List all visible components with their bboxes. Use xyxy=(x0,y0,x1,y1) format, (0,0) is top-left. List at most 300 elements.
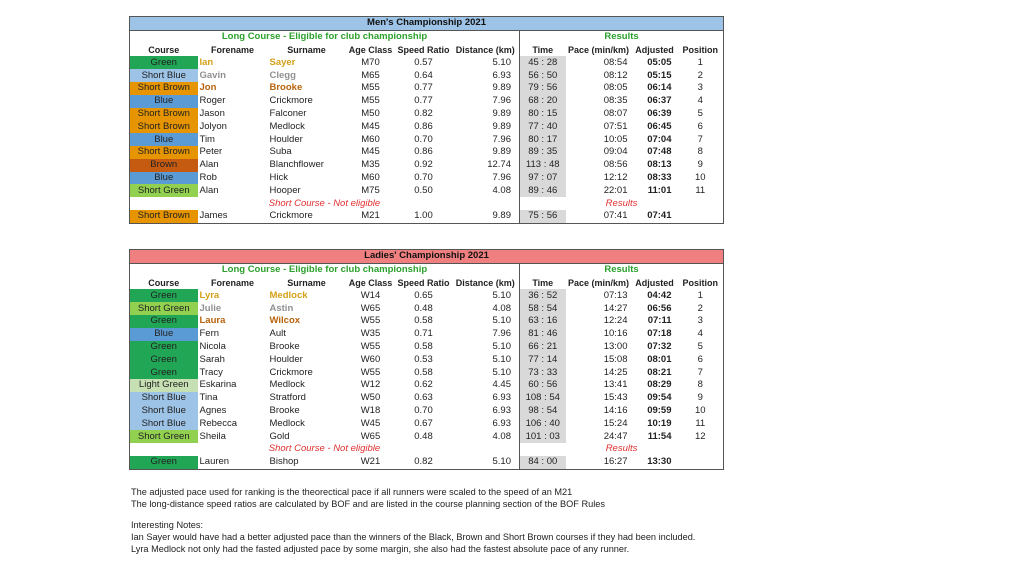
adjusted-cell: 07:18 xyxy=(647,328,672,340)
speed-ratio-cell: 0.63 xyxy=(414,392,433,404)
adjusted-cell: 07:04 xyxy=(647,133,672,145)
time-cell: 73 : 33 xyxy=(520,366,566,379)
distance-cell: 5.10 xyxy=(492,56,511,68)
ladies-header-adjusted: Adjusted xyxy=(635,277,674,288)
forename-cell: Fern xyxy=(199,328,220,340)
mens-header-pace: Pace (min/km) xyxy=(567,44,630,55)
ladies-short-results-label: Results xyxy=(520,443,724,456)
note-ian-sayer: Ian Sayer would have had a better adjusted pace than the winners of the Black, Brown and Short Brown courses if they had been included. xyxy=(131,532,696,542)
age-class-cell: W65 xyxy=(360,302,381,314)
table-row xyxy=(130,146,724,159)
course-cell: Short Brown xyxy=(130,146,198,159)
surname-cell: Blanchflower xyxy=(269,159,324,171)
time-cell: 56 : 50 xyxy=(520,69,566,82)
table-row xyxy=(130,108,724,121)
speed-ratio-cell: 0.92 xyxy=(414,159,433,171)
forename-cell: Jolyon xyxy=(199,120,227,132)
age-class-cell: M55 xyxy=(361,95,380,107)
mens-header-distance: Distance (km) xyxy=(455,44,515,55)
ladies-header-position: Position xyxy=(682,277,719,288)
position-cell: 10 xyxy=(694,171,706,183)
position-cell: 8 xyxy=(697,379,703,391)
speed-ratio-cell: 0.67 xyxy=(414,417,433,429)
age-class-cell: W60 xyxy=(360,353,381,365)
adjusted-cell: 06:56 xyxy=(647,302,672,314)
mens-rows xyxy=(130,56,724,197)
adjusted-cell: 06:14 xyxy=(647,82,672,94)
course-cell: Green xyxy=(130,366,198,379)
mens-header-adjusted: Adjusted xyxy=(635,44,674,55)
speed-ratio-cell: 0.86 xyxy=(414,146,433,158)
age-class-cell: W45 xyxy=(360,417,381,429)
forename-cell: Jon xyxy=(199,82,217,94)
adjusted-cell: 05:05 xyxy=(647,56,672,68)
mens-header-surname: Surname xyxy=(287,44,326,55)
adjusted-cell: 07:11 xyxy=(647,315,672,327)
table-row xyxy=(130,328,724,341)
adjusted-cell: 11:01 xyxy=(647,184,672,196)
mens-header-speed-ratio: Speed Ratio xyxy=(397,44,450,55)
ladies-header-age-class: Age Class xyxy=(348,277,393,288)
speed-ratio-cell: 0.62 xyxy=(414,379,433,391)
adjusted-cell: 10:19 xyxy=(647,417,672,429)
pace-cell: 09:04 xyxy=(603,146,628,158)
speed-ratio-cell: 0.70 xyxy=(414,133,433,145)
position-cell: 1 xyxy=(697,289,703,301)
age-class-cell: M50 xyxy=(361,107,380,119)
distance-cell: 9.89 xyxy=(492,120,511,132)
forename-cell: Nicola xyxy=(199,340,226,352)
table-row xyxy=(130,69,724,82)
age-class-cell: W35 xyxy=(360,328,381,340)
ladies-rows xyxy=(130,289,724,443)
forename-cell: Ian xyxy=(199,56,214,68)
time-cell: 80 : 15 xyxy=(520,108,566,121)
mens-championship-table xyxy=(129,16,724,224)
course-cell: Light Green xyxy=(130,379,198,392)
speed-ratio-cell: 0.53 xyxy=(414,353,433,365)
table-row xyxy=(130,417,724,430)
position-cell xyxy=(678,456,724,469)
pace-cell: 14:16 xyxy=(603,404,628,416)
distance-cell: 9.89 xyxy=(492,210,511,222)
notes-heading: Interesting Notes: xyxy=(131,520,204,530)
surname-cell: Medlock xyxy=(269,289,308,301)
distance-cell: 12.74 xyxy=(487,159,511,171)
time-cell: 84 : 00 xyxy=(520,456,566,469)
mens-header-age-class: Age Class xyxy=(348,44,393,55)
forename-cell: Rob xyxy=(199,171,217,183)
surname-cell: Bishop xyxy=(269,456,299,468)
table-row xyxy=(130,392,724,405)
adjusted-cell: 06:39 xyxy=(647,107,672,119)
position-cell: 12 xyxy=(694,430,706,442)
ladies-results-label: Results xyxy=(520,263,724,276)
position-cell: 9 xyxy=(697,159,703,171)
time-cell: 89 : 35 xyxy=(520,146,566,159)
time-cell: 77 : 14 xyxy=(520,353,566,366)
surname-cell: Crickmore xyxy=(269,210,313,222)
forename-cell: Tim xyxy=(199,133,215,145)
course-cell: Short Green xyxy=(130,430,198,443)
distance-cell: 4.08 xyxy=(492,184,511,196)
forename-cell: Eskarina xyxy=(199,379,237,391)
time-cell: 97 : 07 xyxy=(520,172,566,185)
adjusted-cell: 07:48 xyxy=(647,146,672,158)
forename-cell: Roger xyxy=(199,95,226,107)
position-cell: 3 xyxy=(697,315,703,327)
mens-header-row xyxy=(130,44,724,57)
surname-cell: Astin xyxy=(269,302,294,314)
time-cell: 77 : 40 xyxy=(520,120,566,133)
pace-cell: 13:00 xyxy=(603,340,628,352)
time-cell: 58 : 54 xyxy=(520,302,566,315)
table-row xyxy=(130,289,724,302)
position-cell: 3 xyxy=(697,82,703,94)
ladies-header-row xyxy=(130,277,724,290)
position-cell: 1 xyxy=(697,56,703,68)
distance-cell: 5.10 xyxy=(492,366,511,378)
surname-cell: Houlder xyxy=(269,353,303,365)
position-cell: 6 xyxy=(697,353,703,365)
forename-cell: Sarah xyxy=(199,353,225,365)
age-class-cell: M60 xyxy=(361,133,380,145)
ladies-long-course-label: Long Course - Eligible for club championship xyxy=(221,264,428,276)
distance-cell: 9.89 xyxy=(492,82,511,94)
course-cell: Blue xyxy=(130,95,198,108)
surname-cell: Sayer xyxy=(269,56,296,68)
adjusted-cell: 04:42 xyxy=(647,289,672,301)
position-cell: 5 xyxy=(697,340,703,352)
speed-ratio-cell: 0.65 xyxy=(414,289,433,301)
forename-cell: James xyxy=(199,210,228,222)
forename-cell: Laura xyxy=(199,315,226,327)
distance-cell: 6.93 xyxy=(492,417,511,429)
pace-cell: 08:07 xyxy=(603,107,628,119)
course-cell: Green xyxy=(130,456,198,469)
table-row xyxy=(130,56,724,69)
time-cell: 89 : 46 xyxy=(520,184,566,197)
distance-cell: 6.93 xyxy=(492,404,511,416)
time-cell: 36 : 52 xyxy=(520,289,566,302)
speed-ratio-cell: 0.64 xyxy=(414,69,433,81)
course-cell: Short Green xyxy=(130,302,198,315)
distance-cell: 4.45 xyxy=(492,379,511,391)
surname-cell: Ault xyxy=(269,328,286,340)
forename-cell: Julie xyxy=(199,302,222,314)
distance-cell: 9.89 xyxy=(492,107,511,119)
speed-ratio-cell: 0.70 xyxy=(414,171,433,183)
pace-cell: 12:12 xyxy=(603,171,628,183)
surname-cell: Houlder xyxy=(269,133,303,145)
position-cell: 2 xyxy=(697,69,703,81)
speed-ratio-cell: 0.77 xyxy=(414,82,433,94)
course-cell: Short Green xyxy=(130,184,198,197)
mens-results-label: Results xyxy=(520,30,724,43)
adjusted-cell: 07:32 xyxy=(647,340,672,352)
age-class-cell: W65 xyxy=(360,430,381,442)
mens-header-time: Time xyxy=(520,44,566,57)
surname-cell: Hooper xyxy=(269,184,301,196)
distance-cell: 5.10 xyxy=(492,289,511,301)
time-cell: 66 : 21 xyxy=(520,341,566,354)
adjusted-cell: 09:59 xyxy=(647,404,672,416)
adjusted-cell: 05:15 xyxy=(647,69,672,81)
age-class-cell: M65 xyxy=(361,69,380,81)
ladies-short-rows xyxy=(130,456,724,469)
mens-short-results-label: Results xyxy=(520,197,724,210)
surname-cell: Crickmore xyxy=(269,366,313,378)
mens-short-course-label: Short Course - Not eligible xyxy=(268,197,381,209)
table-row xyxy=(130,456,724,469)
pace-cell: 15:43 xyxy=(603,392,628,404)
time-cell: 80 : 17 xyxy=(520,133,566,146)
age-class-cell: M55 xyxy=(361,82,380,94)
age-class-cell: W21 xyxy=(360,456,381,468)
position-cell xyxy=(678,210,724,223)
position-cell: 11 xyxy=(695,417,706,429)
mens-title: Men's Championship 2021 xyxy=(130,17,724,31)
speed-ratio-cell: 0.71 xyxy=(414,328,433,340)
surname-cell: Stratford xyxy=(269,392,306,404)
table-row xyxy=(130,379,724,392)
age-class-cell: M60 xyxy=(361,171,380,183)
age-class-cell: M35 xyxy=(361,159,380,171)
speed-ratio-cell: 0.58 xyxy=(414,315,433,327)
position-cell: 4 xyxy=(697,95,703,107)
note-speed-ratios: The long-distance speed ratios are calculated by BOF and are listed in the course planning section of the BOF Rules xyxy=(131,499,605,509)
time-cell: 101 : 03 xyxy=(520,430,566,443)
ladies-header-time: Time xyxy=(520,277,566,290)
ladies-short-course-label: Short Course - Not eligible xyxy=(268,443,381,455)
age-class-cell: M75 xyxy=(361,184,380,196)
forename-cell: Sheila xyxy=(199,430,226,442)
position-cell: 7 xyxy=(697,133,703,145)
pace-cell: 14:25 xyxy=(603,366,628,378)
time-cell: 108 : 54 xyxy=(520,392,566,405)
note-adjusted-pace: The adjusted pace used for ranking is the theorectical pace if all runners were scaled to the speed of an M21 xyxy=(131,487,573,497)
age-class-cell: W55 xyxy=(360,366,381,378)
distance-cell: 5.10 xyxy=(492,315,511,327)
position-cell: 4 xyxy=(697,328,703,340)
speed-ratio-cell: 0.77 xyxy=(414,95,433,107)
ladies-header-pace: Pace (min/km) xyxy=(567,277,630,288)
forename-cell: Peter xyxy=(199,146,223,158)
forename-cell: Jason xyxy=(199,107,225,119)
time-cell: 81 : 46 xyxy=(520,328,566,341)
ladies-title: Ladies' Championship 2021 xyxy=(130,250,724,264)
table-row xyxy=(130,315,724,328)
age-class-cell: W18 xyxy=(360,404,381,416)
pace-cell: 15:08 xyxy=(603,353,628,365)
position-cell: 2 xyxy=(697,302,703,314)
surname-cell: Crickmore xyxy=(269,95,313,107)
distance-cell: 7.96 xyxy=(492,133,511,145)
table-row xyxy=(130,430,724,443)
distance-cell: 6.93 xyxy=(492,69,511,81)
adjusted-cell: 08:13 xyxy=(647,159,672,171)
pace-cell: 08:35 xyxy=(603,95,628,107)
adjusted-cell: 08:21 xyxy=(647,366,672,378)
course-cell: Green xyxy=(130,315,198,328)
time-cell: 79 : 56 xyxy=(520,82,566,95)
speed-ratio-cell: 0.82 xyxy=(414,456,433,468)
course-cell: Short Blue xyxy=(130,392,198,405)
pace-cell: 08:05 xyxy=(603,82,628,94)
pace-cell: 14:27 xyxy=(603,302,628,314)
table-row xyxy=(130,210,724,223)
forename-cell: Gavin xyxy=(199,69,226,81)
forename-cell: Tina xyxy=(199,392,218,404)
mens-long-course-label: Long Course - Eligible for club championship xyxy=(221,31,428,43)
forename-cell: Tracy xyxy=(199,366,223,378)
course-cell: Green xyxy=(130,353,198,366)
speed-ratio-cell: 0.57 xyxy=(414,56,433,68)
distance-cell: 5.10 xyxy=(492,456,511,468)
table-row xyxy=(130,366,724,379)
table-row xyxy=(130,353,724,366)
surname-cell: Brooke xyxy=(269,340,300,352)
table-row xyxy=(130,172,724,185)
table-row xyxy=(130,405,724,418)
speed-ratio-cell: 0.70 xyxy=(414,404,433,416)
age-class-cell: M45 xyxy=(361,146,380,158)
ladies-header-course: Course xyxy=(148,277,180,288)
distance-cell: 5.10 xyxy=(492,353,511,365)
adjusted-cell: 09:54 xyxy=(647,392,672,404)
adjusted-cell: 08:01 xyxy=(647,353,672,365)
course-cell: Short Blue xyxy=(130,405,198,418)
pace-cell: 15:24 xyxy=(603,417,628,429)
speed-ratio-cell: 1.00 xyxy=(414,210,433,222)
distance-cell: 6.93 xyxy=(492,392,511,404)
age-class-cell: M70 xyxy=(361,56,380,68)
distance-cell: 7.96 xyxy=(492,171,511,183)
surname-cell: Wilcox xyxy=(269,315,301,327)
pace-cell: 07:41 xyxy=(603,210,628,222)
pace-cell: 24:47 xyxy=(603,430,628,442)
course-cell: Short Blue xyxy=(130,417,198,430)
pace-cell: 07:13 xyxy=(603,289,628,301)
age-class-cell: W55 xyxy=(360,340,381,352)
course-cell: Short Brown xyxy=(130,210,198,223)
forename-cell: Rebecca xyxy=(199,417,237,429)
surname-cell: Falconer xyxy=(269,107,307,119)
position-cell: 6 xyxy=(697,120,703,132)
pace-cell: 07:51 xyxy=(603,120,628,132)
pace-cell: 16:27 xyxy=(603,456,628,468)
mens-header-position: Position xyxy=(682,44,719,55)
course-cell: Green xyxy=(130,341,198,354)
table-row xyxy=(130,184,724,197)
course-cell: Blue xyxy=(130,133,198,146)
table-row xyxy=(130,341,724,354)
course-cell: Short Brown xyxy=(130,82,198,95)
course-cell: Blue xyxy=(130,172,198,185)
distance-cell: 5.10 xyxy=(492,340,511,352)
table-row xyxy=(130,95,724,108)
adjusted-cell: 07:41 xyxy=(647,210,672,222)
surname-cell: Brooke xyxy=(269,404,300,416)
surname-cell: Medlock xyxy=(269,379,305,391)
time-cell: 45 : 28 xyxy=(520,56,566,69)
surname-cell: Brooke xyxy=(269,82,303,94)
adjusted-cell: 08:33 xyxy=(647,171,672,183)
surname-cell: Clegg xyxy=(269,69,296,81)
pace-cell: 08:12 xyxy=(603,69,628,81)
distance-cell: 7.96 xyxy=(492,95,511,107)
distance-cell: 4.08 xyxy=(492,430,511,442)
adjusted-cell: 06:45 xyxy=(647,120,672,132)
course-cell: Short Brown xyxy=(130,120,198,133)
course-cell: Green xyxy=(130,289,198,302)
surname-cell: Gold xyxy=(269,430,290,442)
pace-cell: 08:56 xyxy=(603,159,628,171)
age-class-cell: M45 xyxy=(361,120,380,132)
forename-cell: Alan xyxy=(199,184,219,196)
age-class-cell: W55 xyxy=(360,315,381,327)
table-row xyxy=(130,302,724,315)
surname-cell: Medlock xyxy=(269,417,305,429)
ladies-header-speed-ratio: Speed Ratio xyxy=(397,277,450,288)
distance-cell: 9.89 xyxy=(492,146,511,158)
adjusted-cell: 08:29 xyxy=(647,379,672,391)
mens-header-course: Course xyxy=(148,44,180,55)
pace-cell: 10:05 xyxy=(603,133,628,145)
speed-ratio-cell: 0.48 xyxy=(414,430,433,442)
table-row xyxy=(130,82,724,95)
distance-cell: 4.08 xyxy=(492,302,511,314)
position-cell: 5 xyxy=(697,107,703,119)
ladies-header-distance: Distance (km) xyxy=(455,277,515,288)
pace-cell: 08:54 xyxy=(603,56,628,68)
mens-short-rows xyxy=(130,210,724,223)
course-cell: Short Blue xyxy=(130,69,198,82)
mens-header-forename: Forename xyxy=(210,44,254,55)
adjusted-cell: 11:54 xyxy=(647,430,672,442)
ladies-header-forename: Forename xyxy=(210,277,254,288)
time-cell: 60 : 56 xyxy=(520,379,566,392)
speed-ratio-cell: 0.50 xyxy=(414,184,433,196)
speed-ratio-cell: 0.86 xyxy=(414,120,433,132)
forename-cell: Agnes xyxy=(199,404,227,416)
pace-cell: 13:41 xyxy=(603,379,628,391)
position-cell: 10 xyxy=(694,404,706,416)
surname-cell: Hick xyxy=(269,171,288,183)
position-cell: 8 xyxy=(697,146,703,158)
table-row xyxy=(130,133,724,146)
pace-cell: 12:24 xyxy=(603,315,628,327)
time-cell: 75 : 56 xyxy=(520,210,566,223)
age-class-cell: W12 xyxy=(360,379,381,391)
speed-ratio-cell: 0.58 xyxy=(414,340,433,352)
course-cell: Short Brown xyxy=(130,108,198,121)
pace-cell: 22:01 xyxy=(603,184,628,196)
pace-cell: 10:16 xyxy=(603,328,628,340)
surname-cell: Suba xyxy=(269,146,292,158)
position-cell: 11 xyxy=(695,184,706,196)
speed-ratio-cell: 0.82 xyxy=(414,107,433,119)
time-cell: 63 : 16 xyxy=(520,315,566,328)
position-cell: 7 xyxy=(697,366,703,378)
time-cell: 106 : 40 xyxy=(520,417,566,430)
notes-section xyxy=(131,486,831,555)
time-cell: 98 : 54 xyxy=(520,405,566,418)
forename-cell: Lauren xyxy=(199,456,230,468)
age-class-cell: M21 xyxy=(361,210,380,222)
note-lyra-medlock: Lyra Medlock not only had the fasted adjusted pace by some margin, she also had the fastest absolute pace of any runner. xyxy=(131,544,630,554)
surname-cell: Medlock xyxy=(269,120,305,132)
